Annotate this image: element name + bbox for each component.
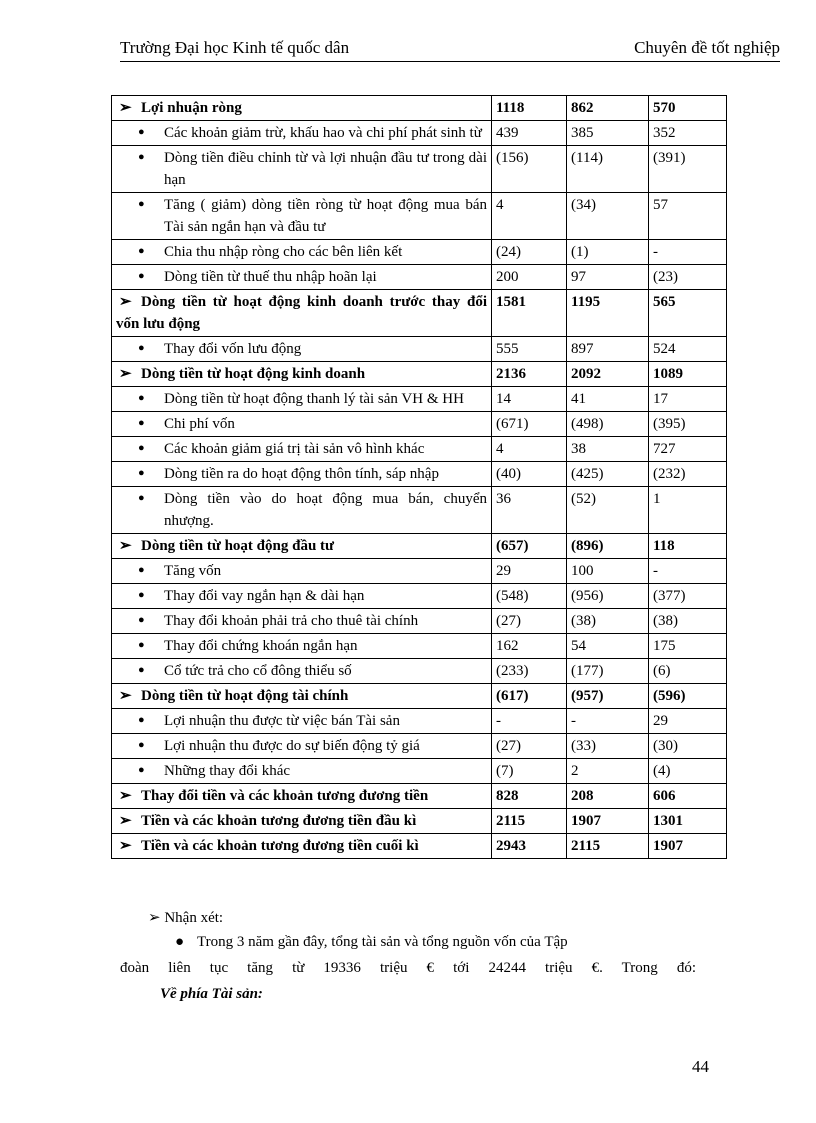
- table-row: [112, 193, 727, 240]
- row-label-cell: [112, 265, 492, 290]
- arrow-bullet-icon: ➢: [119, 688, 132, 704]
- row-label-cell: [112, 487, 492, 534]
- bullet-icon: ●: [138, 589, 145, 601]
- row-label-cell: [112, 609, 492, 634]
- bullet-icon: ●: [138, 714, 145, 726]
- arrow-bullet-icon: ➢: [119, 788, 132, 804]
- value-cell-v1: -: [492, 709, 567, 734]
- value-cell-v1: (617): [492, 684, 567, 709]
- value-cell-v2: 208: [567, 784, 649, 809]
- table-row: [112, 240, 727, 265]
- row-label-cell: [112, 584, 492, 609]
- value-cell-v3: 175: [649, 634, 727, 659]
- arrow-bullet-icon: ➢: [119, 366, 132, 382]
- row-label: Lợi nhuận thu được từ việc bán Tài sản: [164, 713, 400, 729]
- row-label: Thay đổi khoản phải trả cho thuê tài chính: [164, 613, 419, 629]
- header-institution: Trường Đại học Kinh tế quốc dân: [120, 38, 350, 57]
- row-label: Chi phí vốn: [164, 416, 235, 432]
- bullet-icon: ●: [138, 245, 145, 257]
- row-label: Tăng ( giảm) dòng tiền ròng từ hoạt động mua bán Tài sản ngắn hạn và đầu tư: [164, 197, 487, 235]
- bullet-icon: ●: [138, 151, 145, 163]
- table-row: [112, 559, 727, 584]
- value-cell-v3: (391): [649, 146, 727, 193]
- value-cell-v2: 38: [567, 437, 649, 462]
- paragraph-1-text: Trong 3 năm gần đây, tổng tài sản và tổng nguồn vốn của Tập: [197, 934, 568, 950]
- value-cell-v1: (233): [492, 659, 567, 684]
- row-label-cell: [112, 534, 492, 559]
- value-cell-v3: 17: [649, 387, 727, 412]
- note-label: Nhận xét:: [164, 910, 224, 926]
- row-label-cell: [112, 240, 492, 265]
- row-label-cell: [112, 684, 492, 709]
- value-cell-v1: 2136: [492, 362, 567, 387]
- value-cell-v1: 162: [492, 634, 567, 659]
- row-label-cell: [112, 387, 492, 412]
- value-cell-v2: 862: [567, 96, 649, 121]
- value-cell-v3: 1089: [649, 362, 727, 387]
- value-cell-v3: 570: [649, 96, 727, 121]
- row-label-cell: [112, 146, 492, 193]
- bullet-icon: ●: [138, 564, 145, 576]
- value-cell-v1: (548): [492, 584, 567, 609]
- bullet-icon: ●: [138, 342, 145, 354]
- table-row: [112, 584, 727, 609]
- row-label: Dòng tiền từ thuế thu nhập hoãn lại: [164, 269, 377, 285]
- row-label-cell: [112, 121, 492, 146]
- value-cell-v3: 1907: [649, 834, 727, 859]
- value-cell-v1: 200: [492, 265, 567, 290]
- value-cell-v2: (425): [567, 462, 649, 487]
- row-label: Thay đổi vốn lưu động: [164, 341, 302, 357]
- table-row: [112, 437, 727, 462]
- value-cell-v3: (395): [649, 412, 727, 437]
- row-label-cell: [112, 290, 492, 337]
- value-cell-v2: (956): [567, 584, 649, 609]
- value-cell-v3: (23): [649, 265, 727, 290]
- bullet-icon: ●: [138, 126, 145, 138]
- row-label-cell: [112, 462, 492, 487]
- arrow-bullet-icon: ➢: [119, 813, 132, 829]
- table-row-total: [112, 362, 727, 387]
- row-label-cell: [112, 834, 492, 859]
- value-cell-v1: (657): [492, 534, 567, 559]
- value-cell-v3: (30): [649, 734, 727, 759]
- value-cell-v1: 4: [492, 193, 567, 240]
- row-label-cell: [112, 759, 492, 784]
- value-cell-v3: 118: [649, 534, 727, 559]
- row-label: Dòng tiền từ hoạt động tài chính: [141, 688, 349, 704]
- table-row: [112, 609, 727, 634]
- table-row: [112, 146, 727, 193]
- row-label-cell: [112, 659, 492, 684]
- arrow-bullet-icon: ➢: [119, 294, 132, 310]
- value-cell-v2: 1907: [567, 809, 649, 834]
- bullet-icon: ●: [138, 764, 145, 776]
- value-cell-v3: (6): [649, 659, 727, 684]
- bullet-icon: ●: [138, 492, 145, 504]
- value-cell-v2: (52): [567, 487, 649, 534]
- row-label-cell: [112, 809, 492, 834]
- row-label: Chia thu nhập ròng cho các bên liên kết: [164, 244, 403, 260]
- value-cell-v3: (4): [649, 759, 727, 784]
- value-cell-v1: 4: [492, 437, 567, 462]
- table-row-total: [112, 834, 727, 859]
- value-cell-v3: 524: [649, 337, 727, 362]
- bullet-icon: ●: [138, 739, 145, 751]
- row-label-cell: [112, 734, 492, 759]
- paragraph-2: đoàn liên tục tăng từ 19336 triệu € tới 24244 triệu €. Trong đó:: [120, 960, 696, 976]
- value-cell-v2: (177): [567, 659, 649, 684]
- row-label: Cổ tức trả cho cổ đông thiểu số: [164, 663, 352, 679]
- table-row: [112, 487, 727, 534]
- value-cell-v2: 1195: [567, 290, 649, 337]
- row-label-cell: [112, 634, 492, 659]
- bullet-icon: ●: [138, 392, 145, 404]
- value-cell-v1: 555: [492, 337, 567, 362]
- table-row: [112, 412, 727, 437]
- value-cell-v3: 352: [649, 121, 727, 146]
- row-label-cell: [112, 437, 492, 462]
- row-label-cell: [112, 559, 492, 584]
- value-cell-v2: (957): [567, 684, 649, 709]
- row-label: Lợi nhuận thu được do sự biến động tỷ giá: [164, 738, 420, 754]
- value-cell-v1: 828: [492, 784, 567, 809]
- table-row-total: [112, 96, 727, 121]
- value-cell-v1: 439: [492, 121, 567, 146]
- row-label: Dòng tiền điều chỉnh từ và lợi nhuận đầu tư trong dài hạn: [164, 150, 487, 188]
- value-cell-v3: 565: [649, 290, 727, 337]
- value-cell-v3: (596): [649, 684, 727, 709]
- value-cell-v3: 29: [649, 709, 727, 734]
- value-cell-v2: 2115: [567, 834, 649, 859]
- value-cell-v2: 385: [567, 121, 649, 146]
- row-label-cell: [112, 96, 492, 121]
- table-row: [112, 734, 727, 759]
- bullet-icon: ●: [138, 270, 145, 282]
- table-row: [112, 759, 727, 784]
- value-cell-v3: -: [649, 240, 727, 265]
- value-cell-v2: -: [567, 709, 649, 734]
- page-number: 44: [692, 1057, 709, 1076]
- value-cell-v1: (156): [492, 146, 567, 193]
- row-label: Dòng tiền từ hoạt động đầu tư: [141, 538, 335, 554]
- row-label-cell: [112, 337, 492, 362]
- row-label: Tăng vốn: [164, 563, 222, 579]
- row-label: Dòng tiền từ hoạt động thanh lý tài sản VH & HH: [164, 391, 464, 407]
- value-cell-v3: 1: [649, 487, 727, 534]
- row-label: Lợi nhuận ròng: [141, 100, 242, 116]
- row-label: Dòng tiền từ hoạt động kinh doanh trước thay đổi vốn lưu động: [116, 294, 487, 332]
- row-label: Các khoản giảm giá trị tài sản vô hình khác: [164, 441, 425, 457]
- value-cell-v2: (896): [567, 534, 649, 559]
- value-cell-v2: (498): [567, 412, 649, 437]
- value-cell-v2: (38): [567, 609, 649, 634]
- bullet-icon: ●: [138, 417, 145, 429]
- paragraph-1: [175, 934, 568, 951]
- table-row: [112, 462, 727, 487]
- value-cell-v1: 2115: [492, 809, 567, 834]
- value-cell-v3: (232): [649, 462, 727, 487]
- note-line: [148, 908, 223, 927]
- value-cell-v1: 1581: [492, 290, 567, 337]
- row-label-cell: [112, 784, 492, 809]
- table-row: [112, 337, 727, 362]
- value-cell-v2: 54: [567, 634, 649, 659]
- table-row: [112, 387, 727, 412]
- value-cell-v3: (377): [649, 584, 727, 609]
- arrow-bullet-icon: ➢: [119, 100, 132, 116]
- row-label: Tiền và các khoản tương đương tiền đầu kì: [141, 813, 417, 829]
- table-row-total: [112, 809, 727, 834]
- value-cell-v2: (1): [567, 240, 649, 265]
- value-cell-v2: 41: [567, 387, 649, 412]
- row-label: Thay đổi tiền và các khoản tương đương tiền: [141, 788, 429, 804]
- value-cell-v3: -: [649, 559, 727, 584]
- value-cell-v1: 1118: [492, 96, 567, 121]
- row-label: Dòng tiền ra do hoạt động thôn tính, sáp nhập: [164, 466, 439, 482]
- value-cell-v2: 897: [567, 337, 649, 362]
- subheading-assets: Về phía Tài sản:: [160, 986, 263, 1002]
- table-row: [112, 265, 727, 290]
- value-cell-v3: 606: [649, 784, 727, 809]
- value-cell-v1: 2943: [492, 834, 567, 859]
- bullet-icon: ●: [138, 442, 145, 454]
- value-cell-v2: (114): [567, 146, 649, 193]
- bullet-icon: ●: [138, 467, 145, 479]
- value-cell-v1: (40): [492, 462, 567, 487]
- arrow-bullet-icon: ➢: [119, 838, 132, 854]
- value-cell-v3: 727: [649, 437, 727, 462]
- table-row-total: [112, 534, 727, 559]
- bullet-icon: ●: [138, 614, 145, 626]
- header-doc-type: Chuyên đề tốt nghiệp: [634, 38, 780, 57]
- header-rule: [120, 61, 780, 62]
- row-label: Các khoản giảm trừ, khấu hao và chi phí phát sinh từ: [164, 125, 482, 141]
- page-header: [120, 38, 780, 64]
- bullet-icon: ●: [138, 664, 145, 676]
- arrow-bullet-icon: ➢: [119, 538, 132, 554]
- row-label: Thay đổi chứng khoán ngắn hạn: [164, 638, 358, 654]
- value-cell-v1: 14: [492, 387, 567, 412]
- value-cell-v2: 2: [567, 759, 649, 784]
- table-row-total: [112, 684, 727, 709]
- row-label-cell: [112, 709, 492, 734]
- bullet-icon: ●: [175, 934, 185, 950]
- value-cell-v3: (38): [649, 609, 727, 634]
- value-cell-v2: (33): [567, 734, 649, 759]
- value-cell-v3: 1301: [649, 809, 727, 834]
- table-row-total: [112, 784, 727, 809]
- row-label: Dòng tiền vào do hoạt động mua bán, chuyển nhượng.: [164, 491, 487, 529]
- row-label-cell: [112, 412, 492, 437]
- value-cell-v1: (24): [492, 240, 567, 265]
- table-row: [112, 634, 727, 659]
- table-row: [112, 709, 727, 734]
- arrow-bullet-icon: ➢: [148, 910, 161, 926]
- value-cell-v1: (671): [492, 412, 567, 437]
- bullet-icon: ●: [138, 198, 145, 210]
- value-cell-v2: (34): [567, 193, 649, 240]
- row-label-cell: [112, 193, 492, 240]
- table-row: [112, 659, 727, 684]
- value-cell-v1: 29: [492, 559, 567, 584]
- row-label: Thay đổi vay ngắn hạn & dài hạn: [164, 588, 365, 604]
- value-cell-v2: 100: [567, 559, 649, 584]
- cash-flow-table: [111, 95, 727, 859]
- value-cell-v1: (7): [492, 759, 567, 784]
- value-cell-v2: 97: [567, 265, 649, 290]
- row-label: Dòng tiền từ hoạt động kinh doanh: [141, 366, 366, 382]
- row-label: Những thay đổi khác: [164, 763, 291, 779]
- value-cell-v1: 36: [492, 487, 567, 534]
- row-label-cell: [112, 362, 492, 387]
- value-cell-v1: (27): [492, 609, 567, 634]
- value-cell-v3: 57: [649, 193, 727, 240]
- table-row: [112, 121, 727, 146]
- bullet-icon: ●: [138, 639, 145, 651]
- value-cell-v1: (27): [492, 734, 567, 759]
- row-label: Tiền và các khoản tương đương tiền cuối kì: [141, 838, 419, 854]
- table-row-total: [112, 290, 727, 337]
- value-cell-v2: 2092: [567, 362, 649, 387]
